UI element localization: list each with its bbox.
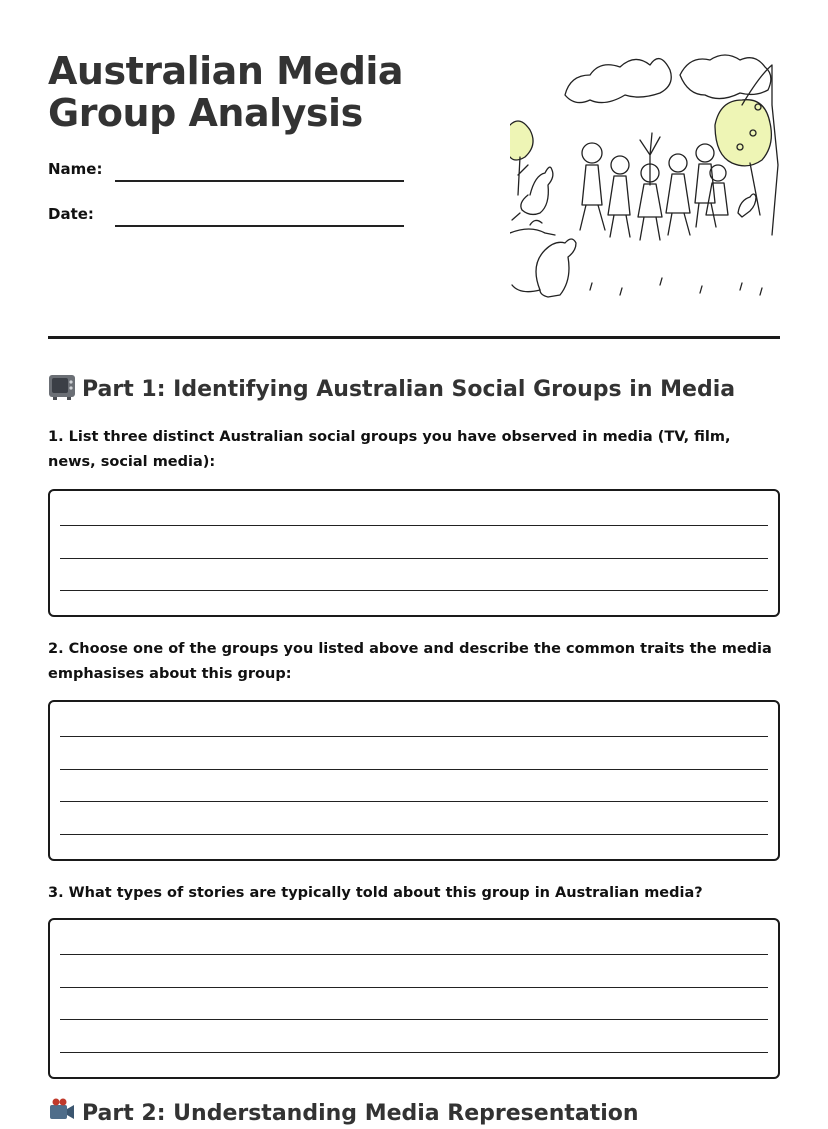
answer-line: [60, 769, 768, 770]
television-icon: [48, 373, 76, 401]
video-camera-icon: [48, 1097, 76, 1125]
name-label: Name:: [48, 160, 103, 178]
name-field[interactable]: [48, 160, 408, 184]
part-1-heading: [48, 373, 735, 405]
name-input-line[interactable]: [115, 180, 404, 182]
question-1: 1. List three distinct Australian social groups you have observed in media (TV, film, news, social media):: [48, 429, 731, 470]
date-input-line[interactable]: [115, 225, 404, 227]
date-label: Date:: [48, 205, 94, 223]
page-title: Australian Media Group Analysis: [48, 49, 404, 135]
header-divider: [48, 336, 780, 339]
date-field[interactable]: [48, 205, 408, 229]
answer-box-2[interactable]: [48, 700, 780, 861]
answer-line: [60, 525, 768, 526]
question-2: 2. Choose one of the groups you listed above and describe the common traits the media emphasises about this group:: [48, 641, 772, 682]
answer-line: [60, 1019, 768, 1020]
part-2-heading: [48, 1097, 639, 1129]
answer-line: [60, 834, 768, 835]
answer-box-1[interactable]: [48, 489, 780, 617]
answer-box-3[interactable]: [48, 918, 780, 1079]
answer-line: [60, 590, 768, 591]
question-3: 3. What types of stories are typically told about this group in Australian media?: [48, 885, 703, 901]
children-kangaroo-illustration: [510, 45, 780, 303]
part-2-heading-text: Part 2: Understanding Media Representation: [82, 1101, 639, 1126]
answer-line: [60, 1052, 768, 1053]
answer-line: [60, 558, 768, 559]
answer-line: [60, 954, 768, 955]
part-1-heading-text: Part 1: Identifying Australian Social Groups in Media: [82, 377, 736, 402]
answer-line: [60, 987, 768, 988]
answer-line: [60, 801, 768, 802]
answer-line: [60, 736, 768, 737]
